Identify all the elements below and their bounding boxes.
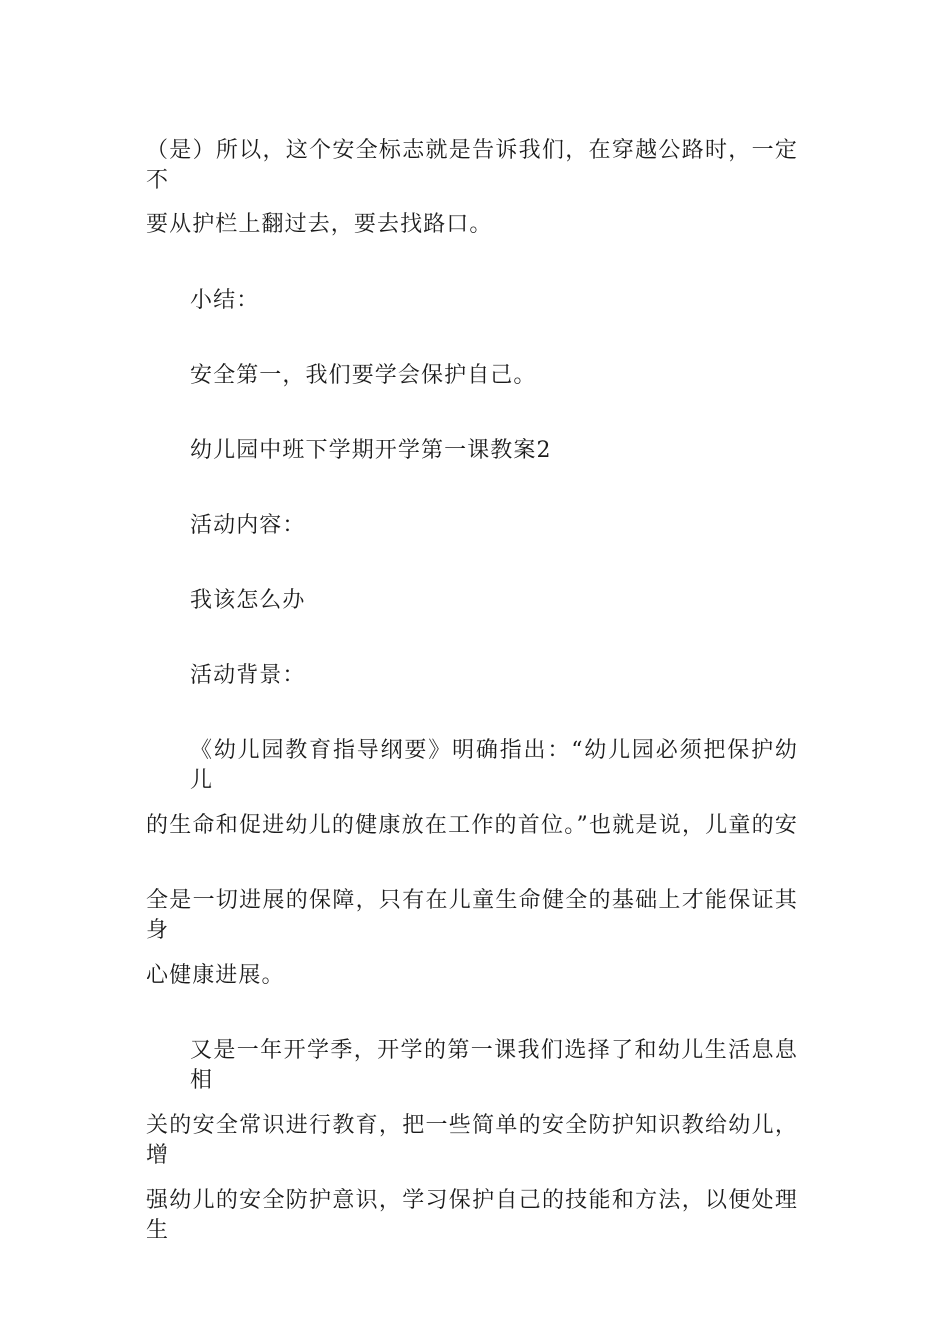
text-line: 要从护栏上翻过去，要去找路口。 (146, 212, 493, 237)
section-title: 幼儿园中班下学期开学第一课教案2 (190, 438, 552, 463)
text-line: 全是一切进展的保障，只有在儿童生命健全的基础上才能保证其身 (146, 888, 798, 943)
text-line: 《幼儿园教育指导纲要》明确指出：“幼儿园必须把保护幼儿 (190, 738, 798, 793)
section-label-background: 活动背景： (190, 663, 306, 688)
section-label-content: 活动内容： (190, 513, 306, 538)
text-line: 又是一年开学季，开学的第一课我们选择了和幼儿生活息息相 (190, 1038, 798, 1093)
text-line: 强幼儿的安全防护意识，学习保护自己的技能和方法，以便处理生 (146, 1188, 798, 1243)
section-label-summary: 小结： (190, 288, 260, 313)
text-line: 关的安全常识进行教育，把一些简单的安全防护知识教给幼儿，增 (146, 1113, 798, 1168)
activity-name: 我该怎么办 (190, 588, 306, 613)
text-line: 的生命和促进幼儿的健康放在工作的首位。”也就是说，儿童的安 (146, 813, 798, 838)
text-line: 心健康进展。 (146, 963, 285, 988)
text-line: 安全第一，我们要学会保护自己。 (190, 363, 537, 388)
text-line: （是）所以，这个安全标志就是告诉我们，在穿越公路时，一定不 (146, 138, 798, 193)
